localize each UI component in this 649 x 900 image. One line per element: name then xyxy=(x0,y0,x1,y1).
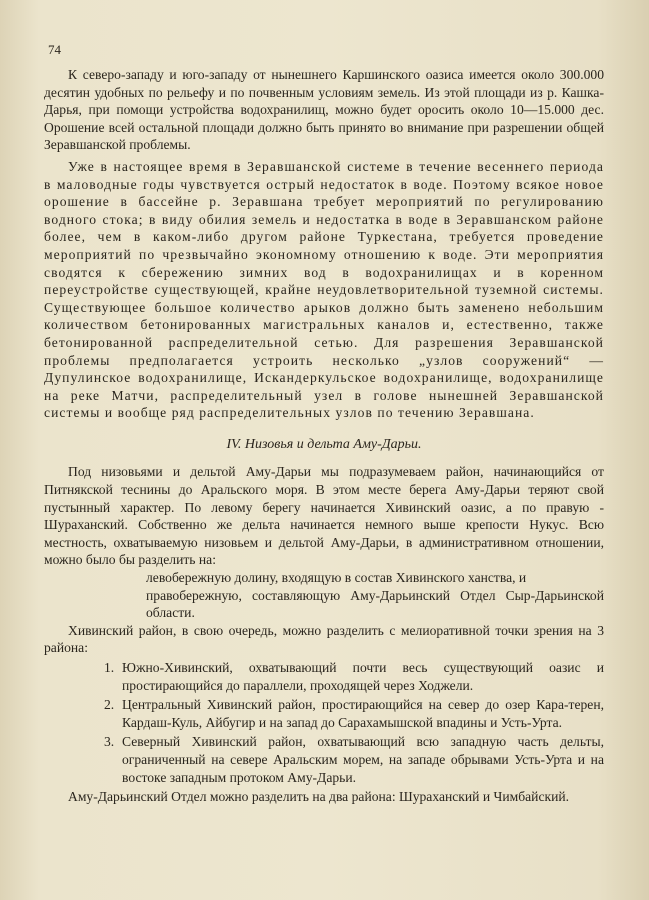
page-body xyxy=(44,66,604,806)
list-item xyxy=(104,696,604,731)
paragraph-khiva: Хивинский район, в свою очередь, можно разделить с мелиоративной точки зрения на 3 района: xyxy=(44,622,604,656)
list-text: Южно-Хивинский, охватывающий почти весь существующий оазис и простирающийся до параллели, проходящей через Ходжели. xyxy=(122,660,604,693)
list-number: 2. xyxy=(104,697,115,713)
paragraph-karshi: К северо-западу и юго-западу от нынешнего Каршинского оазиса имеется около 300.000 десятин удобных по рельефу и по почвенным условиям земель. Из этой площади из р. Кашка-Дарья, при помощи устройства водохранилищ, можно будет оросить около 10—15.000 дес. Орошение всей остальной площади должно быть принято во внимание при разрешении общей Зеравшанской проблемы. xyxy=(44,67,604,153)
list-text: Северный Хивинский район, охватывающий всю западную часть дельты, ограниченный на севере Аральским морем, на западе обрывами Усть-Урта и на востоке западным протоком Аму-Дарьи. xyxy=(122,734,604,785)
division-line: правобережную, составляющую Аму-Дарьинский Отдел Сыр-Дарьинской области. xyxy=(146,587,604,621)
division-line: левобережную долину, входящую в состав Хивинского ханства, и xyxy=(146,570,527,586)
section-heading: IV. Низовья и дельта Аму-Дарьи. xyxy=(226,436,422,452)
paragraph-lower-amudarya: Под низовьями и дельтой Аму-Дарьи мы подразумеваем район, начинающийся от Питнякской теснины до Аральского моря. В этом месте берега Аму-Дарьи теряют свой пустынный характер. По левому берегу начинается Хивинский оазис, а по правую - Шураханский. Собственно же дельта начинается немного выше крепости Нукус. Всю местность, охватываемую низовьем и дельтой Аму-Дарьи, в административном отношении, можно было бы разделить на: xyxy=(44,464,604,568)
list-number: 3. xyxy=(104,734,115,750)
division-block xyxy=(146,569,604,622)
list-item xyxy=(104,659,604,694)
list-item xyxy=(104,733,604,786)
list-text: Центральный Хивинский район, простирающийся на север до озер Карa-терен, Кардаш-Куль, Айбугир и на запад до Сарахамышской впадины и Усть-Урта. xyxy=(122,697,604,730)
paragraph-zeravshan: Уже в настоящее время в Зеравшанской системе в течение весеннего периода в маловодные годы чувствуется острый недостаток в воде. Поэтому всякое новое орошение в бассейне р. Зеравшана требует мероприятий по регулированию водного стока; в виду обилия земель и недостатка в воде в Зеравшанском районе более, чем в каком-либо другом районе Туркестана, требуется проведение мероприятий по чрезвычайно экономному отношению к воде. Эти мероприятия сводятся к сбережению зимних вод в водохранилищах и в коренном переустройстве существующей, крайне неудовлетворительной туземной системы. Существующее большое количество арыков должно быть заменено небольшим количеством бетонированных магистральных каналов и, естественно, также бетонированной распределительной сетью. Для разрешения Зеравшанской проблемы предполагается устроить несколько „узлов сооружений“ — Дупулинское водохранилище, Искандеркульское водохранилище, водохранилище на реке Матчи, распределительный узел в голове нынешней Зеравшанской системы и вообще ряд распределительных узлов по течению Зеравшана. xyxy=(44,158,604,421)
regions-list xyxy=(104,659,604,786)
paragraph-amudarya-department: Аму-Дарьинский Отдел можно разделить на два района: Шураханский и Чимбайский. xyxy=(68,789,570,805)
list-number: 1. xyxy=(104,660,115,675)
page-number: 74 xyxy=(48,42,61,57)
